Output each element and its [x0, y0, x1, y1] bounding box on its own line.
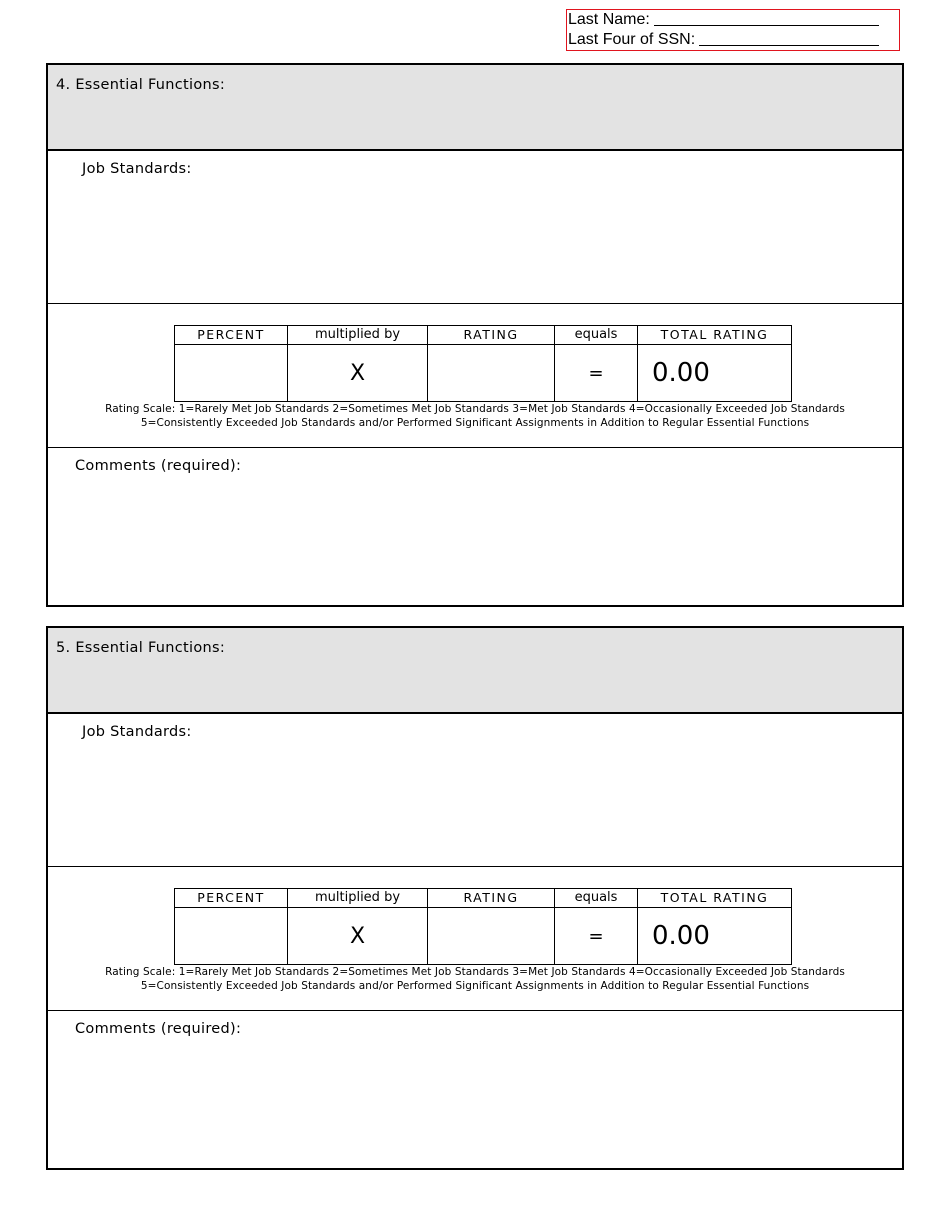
rating-scale-line-2: 5=Consistently Exceeded Job Standards and/or Performed Significant Assignments in Addition to Regular Essential Functions: [140, 980, 810, 992]
percent-header: PERCENT: [175, 889, 288, 908]
job-standards-label: Job Standards:: [82, 161, 192, 177]
comments-label: Comments (required):: [75, 458, 242, 474]
rating-scale-legend: [48, 965, 902, 993]
rating-input[interactable]: [428, 908, 555, 965]
rating-scale-line-1: Rating Scale: 1=Rarely Met Job Standards 2=Sometimes Met Job Standards 3=Met Job Standards 4=Occasionally Exceeded Job Standards: [105, 403, 845, 415]
essential-function-section-5: [46, 626, 904, 1170]
equals-symbol: =: [555, 908, 638, 965]
total-rating-header: TOTAL RATING: [638, 326, 792, 345]
essential-functions-label: 4. Essential Functions:: [56, 77, 226, 93]
multiplied-by-header: multiplied by: [288, 326, 428, 345]
job-standards-label: Job Standards:: [82, 724, 192, 740]
equals-symbol: =: [555, 345, 638, 402]
comments-field[interactable]: [48, 448, 902, 604]
percent-input[interactable]: [175, 908, 288, 965]
ssn-label: Last Four of SSN:: [568, 31, 696, 48]
percent-input[interactable]: [175, 345, 288, 402]
rating-scale-line-1: Rating Scale: 1=Rarely Met Job Standards 2=Sometimes Met Job Standards 3=Met Job Standards 4=Occasionally Exceeded Job Standards: [105, 966, 845, 978]
equals-header: equals: [555, 326, 638, 345]
essential-functions-label: 5. Essential Functions:: [56, 640, 226, 656]
rating-header: RATING: [428, 889, 555, 908]
comments-field[interactable]: [48, 1011, 902, 1167]
rating-calculation-area: [48, 867, 902, 1011]
job-standards-field[interactable]: [48, 714, 902, 867]
equals-header: equals: [555, 889, 638, 908]
multiplied-by-header: multiplied by: [288, 889, 428, 908]
essential-functions-field[interactable]: [48, 628, 902, 714]
rating-scale-line-2: 5=Consistently Exceeded Job Standards and/or Performed Significant Assignments in Addition to Regular Essential Functions: [140, 417, 810, 429]
essential-functions-field[interactable]: [48, 65, 902, 151]
comments-label: Comments (required):: [75, 1021, 242, 1037]
rating-calculation-table: [174, 888, 792, 965]
last-name-field[interactable]: [654, 10, 879, 26]
total-rating-value: 0.00: [638, 345, 792, 402]
multiply-symbol: X: [288, 345, 428, 402]
multiply-symbol: X: [288, 908, 428, 965]
ssn-row: [568, 30, 899, 50]
last-name-row: [568, 10, 899, 30]
ssn-field[interactable]: [699, 30, 879, 46]
total-rating-header: TOTAL RATING: [638, 889, 792, 908]
rating-calculation-table: [174, 325, 792, 402]
job-standards-field[interactable]: [48, 151, 902, 304]
rating-scale-legend: [48, 402, 902, 430]
essential-function-section-4: [46, 63, 904, 607]
rating-input[interactable]: [428, 345, 555, 402]
employee-id-box: [566, 9, 900, 51]
rating-header: RATING: [428, 326, 555, 345]
total-rating-value: 0.00: [638, 908, 792, 965]
last-name-label: Last Name:: [568, 11, 650, 28]
percent-header: PERCENT: [175, 326, 288, 345]
rating-calculation-area: [48, 304, 902, 448]
